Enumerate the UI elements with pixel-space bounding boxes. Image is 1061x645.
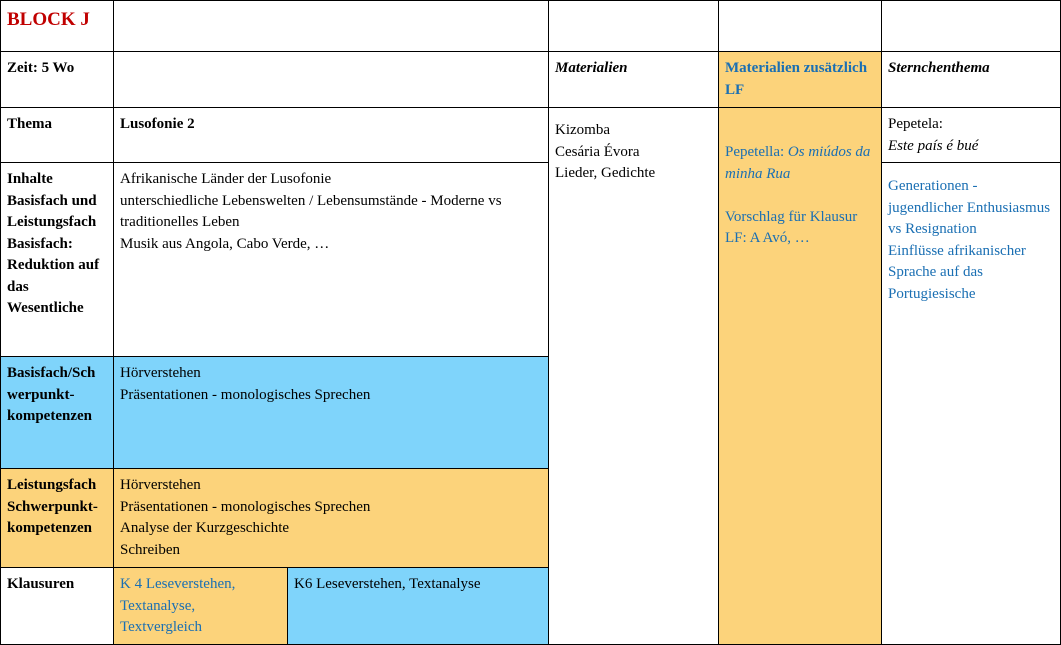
klausur-lf-line: Textvergleich (120, 619, 202, 635)
sternchenthema-header: Sternchenthema (881, 51, 1061, 108)
leistungsfach-line: Schreiben (120, 541, 180, 558)
materialien-list (548, 107, 719, 645)
basisfach-label-line: Basisfach/Sch (7, 365, 96, 381)
inhalte-label-line: Wesentliche (7, 300, 84, 316)
sternchen-work (881, 107, 1061, 163)
empty-cell (113, 0, 549, 52)
materialien-item: Lieder, Gedichte (555, 165, 656, 181)
sternchen-topics (881, 162, 1061, 645)
materialien-item: Cesária Évora (555, 143, 640, 160)
empty-cell (718, 0, 882, 52)
materialien-item: Kizomba (555, 122, 610, 138)
zeit-label: Zeit: 5 Wo (0, 51, 114, 108)
leistungsfach-label-line: Schwerpunkt- (7, 498, 98, 515)
inhalte-label-line: Basisfach: (7, 235, 73, 252)
inhalte-line: Musik aus Angola, Cabo Verde, … (120, 235, 330, 252)
sternchen-title: Este país é bué (888, 137, 979, 154)
materialien-header: Materialien (548, 51, 719, 108)
basisfach-line: Hörverstehen (120, 365, 201, 381)
klausur-bf: K6 Leseverstehen, Textanalyse (287, 567, 549, 645)
basisfach-label-line: werpunkt- (7, 386, 75, 403)
inhalte-line: unterschiedliche Lebenswelten / Lebensumstände - Moderne vs traditionelles Leben (120, 192, 502, 230)
inhalte-content (113, 162, 549, 357)
sternchen-topic: Einflüsse afrikanischer Sprache auf das Portugiesische (888, 242, 1026, 302)
sternchen-topic: Generationen - jugendlicher Enthusiasmus vs Resignation (888, 178, 1051, 237)
thema-value: Lusofonie 2 (113, 107, 549, 163)
basisfach-content (113, 356, 549, 469)
inhalte-label-line: Basisfach und (7, 192, 97, 209)
inhalte-label-line: Inhalte (7, 171, 53, 187)
pepetela-author: Pepetella: (725, 144, 788, 160)
empty-cell (113, 51, 549, 108)
inhalte-label-line: das (7, 278, 29, 295)
basisfach-label (0, 356, 114, 469)
klausuren-label: Klausuren (0, 567, 114, 645)
vorschlag-klausur: Vorschlag für Klausur LF: A Avó, … (725, 208, 858, 246)
basisfach-label-line: kompetenzen (7, 408, 92, 424)
leistungsfach-content (113, 468, 549, 568)
leistungsfach-label-line: kompetenzen (7, 520, 92, 536)
sternchen-author: Pepetela: (888, 116, 943, 132)
leistungsfach-line: Hörverstehen (120, 477, 201, 493)
empty-cell (548, 0, 719, 52)
klausur-lf-line: Textanalyse, (120, 597, 196, 614)
klausur-lf-line: K 4 Leseverstehen, (120, 576, 236, 592)
leistungsfach-line: Analyse der Kurzgeschichte (120, 520, 290, 536)
leistungsfach-label (0, 468, 114, 568)
materialien-lf-header: Materialien zusätzlich LF (718, 51, 882, 108)
leistungsfach-line: Präsentationen - monologisches Sprechen (120, 498, 371, 515)
inhalte-label-line: Reduktion auf (7, 257, 100, 273)
pepetela-work: Os miúdos da minha Rua (725, 144, 871, 182)
empty-cell (881, 0, 1061, 52)
block-title: BLOCK J (0, 0, 114, 52)
materialien-lf-list (718, 107, 882, 645)
inhalte-label (0, 162, 114, 357)
klausur-lf (113, 567, 288, 645)
inhalte-label-line: Leistungsfach (7, 214, 97, 230)
basisfach-line: Präsentationen - monologisches Sprechen (120, 386, 371, 403)
thema-label: Thema (0, 107, 114, 163)
inhalte-line: Afrikanische Länder der Lusofonie (120, 171, 332, 187)
leistungsfach-label-line: Leistungsfach (7, 477, 97, 493)
